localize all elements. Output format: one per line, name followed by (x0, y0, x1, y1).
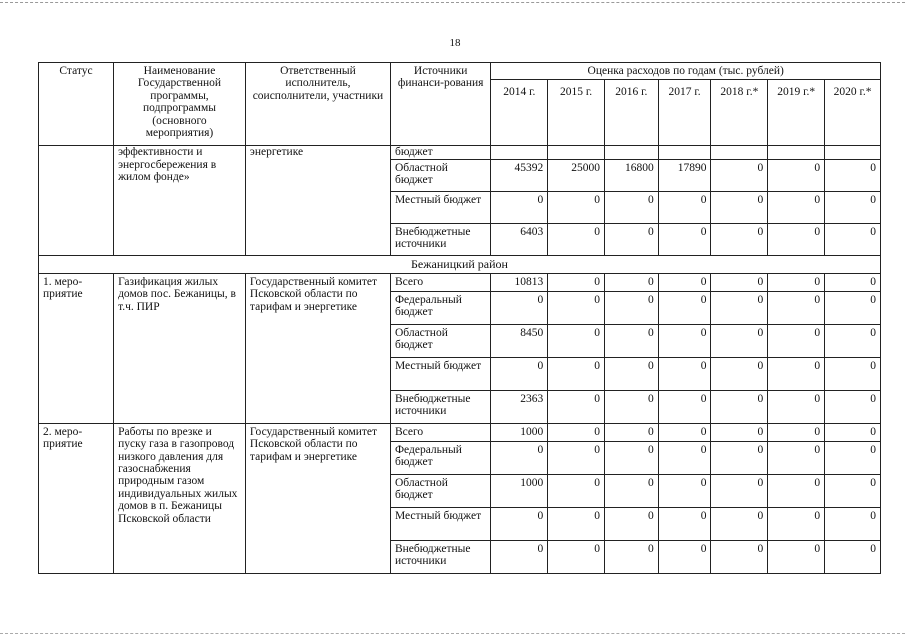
value-cell: 0 (491, 507, 548, 540)
value-cell (548, 146, 605, 159)
value-cell: 0 (711, 159, 768, 191)
header-year-2014: 2014 г. (491, 80, 548, 146)
value-cell: 0 (711, 223, 768, 255)
value-cell: 0 (491, 357, 548, 390)
value-cell: 0 (548, 273, 605, 291)
source-cell: Внебюджетные источники (390, 540, 490, 573)
header-status: Статус (39, 63, 114, 146)
value-cell: 0 (825, 159, 881, 191)
measure-name-cell: Работы по врезке и пуску газа в газопровод низкого давления для газоснабжения природным газом индивидуальных жилых домов в п. Бежаницы Псковской области (114, 423, 246, 573)
bottom-scan-edge (0, 633, 905, 634)
program-name-cell: эффективности и энергосбережения в жилом фонде» (114, 146, 246, 255)
value-cell: 0 (604, 191, 658, 223)
value-cell: 0 (604, 507, 658, 540)
value-cell: 0 (604, 273, 658, 291)
value-cell: 0 (604, 223, 658, 255)
value-cell (658, 146, 711, 159)
measure-name-cell: Газификация жилых домов пос. Бежаницы, в т.ч. ПИР (114, 273, 246, 423)
source-cell: Внебюджетные источники (390, 223, 490, 255)
header-year-2020: 2020 г.* (825, 80, 881, 146)
source-cell: Всего (390, 423, 490, 441)
value-cell: 0 (825, 423, 881, 441)
value-cell: 0 (711, 324, 768, 357)
value-cell: 0 (825, 540, 881, 573)
value-cell: 0 (768, 423, 825, 441)
value-cell: 0 (548, 291, 605, 324)
value-cell: 0 (658, 273, 711, 291)
value-cell: 0 (825, 191, 881, 223)
source-cell: Всего (390, 273, 490, 291)
source-cell: Федеральный бюджет (390, 441, 490, 474)
value-cell: 0 (548, 474, 605, 507)
value-cell: 0 (604, 291, 658, 324)
value-cell: 0 (825, 474, 881, 507)
value-cell: 0 (768, 291, 825, 324)
value-cell: 0 (768, 191, 825, 223)
value-cell: 10813 (491, 273, 548, 291)
value-cell: 0 (604, 474, 658, 507)
source-cell: Местный бюджет (390, 507, 490, 540)
value-cell: 0 (825, 507, 881, 540)
value-cell: 0 (825, 291, 881, 324)
value-cell: 0 (711, 507, 768, 540)
value-cell: 0 (548, 423, 605, 441)
executor-cell: Государственный комитет Псковской области по тарифам и энергетике (245, 423, 390, 573)
header-year-2019: 2019 г.* (768, 80, 825, 146)
value-cell: 0 (711, 273, 768, 291)
value-cell: 0 (711, 291, 768, 324)
value-cell: 0 (768, 357, 825, 390)
value-cell: 0 (548, 441, 605, 474)
value-cell: 0 (711, 191, 768, 223)
value-cell: 0 (825, 324, 881, 357)
value-cell: 0 (491, 291, 548, 324)
value-cell: 0 (658, 474, 711, 507)
value-cell: 0 (711, 390, 768, 423)
value-cell: 0 (825, 223, 881, 255)
value-cell: 0 (768, 540, 825, 573)
value-cell (768, 146, 825, 159)
top-scan-edge (0, 2, 905, 3)
value-cell: 0 (604, 423, 658, 441)
value-cell: 0 (658, 423, 711, 441)
header-year-2016: 2016 г. (604, 80, 658, 146)
budget-table (38, 62, 881, 574)
header-year-2017: 2017 г. (658, 80, 711, 146)
value-cell: 0 (604, 357, 658, 390)
status-cell: 1. меро-приятие (39, 273, 114, 423)
value-cell: 0 (658, 540, 711, 573)
value-cell: 0 (491, 441, 548, 474)
value-cell: 0 (711, 423, 768, 441)
value-cell: 0 (604, 441, 658, 474)
value-cell (604, 146, 658, 159)
source-cell: Внебюджетные источники (390, 390, 490, 423)
value-cell: 0 (658, 324, 711, 357)
executor-cell: Государственный комитет Псковской области по тарифам и энергетике (245, 273, 390, 423)
value-cell: 0 (768, 441, 825, 474)
value-cell: 16800 (604, 159, 658, 191)
value-cell (491, 146, 548, 159)
value-cell: 0 (604, 324, 658, 357)
value-cell: 0 (825, 441, 881, 474)
value-cell: 0 (768, 474, 825, 507)
header-year-2015: 2015 г. (548, 80, 605, 146)
value-cell: 0 (711, 441, 768, 474)
header-sources: Источники финанси-рования (390, 63, 490, 146)
value-cell: 0 (768, 324, 825, 357)
source-cell: Областной бюджет (390, 159, 490, 191)
value-cell: 0 (825, 357, 881, 390)
value-cell: 0 (658, 507, 711, 540)
value-cell: 17890 (658, 159, 711, 191)
value-cell: 0 (768, 390, 825, 423)
value-cell: 0 (548, 540, 605, 573)
header-row (39, 63, 881, 80)
value-cell: 0 (658, 357, 711, 390)
value-cell: 0 (548, 191, 605, 223)
value-cell: 0 (658, 441, 711, 474)
value-cell: 0 (658, 291, 711, 324)
value-cell: 1000 (491, 423, 548, 441)
value-cell: 0 (548, 357, 605, 390)
value-cell: 45392 (491, 159, 548, 191)
district-title: Бежаницкий район (39, 255, 881, 273)
value-cell: 1000 (491, 474, 548, 507)
status-cell: 2. меро-приятие (39, 423, 114, 573)
value-cell: 0 (825, 390, 881, 423)
value-cell: 0 (658, 223, 711, 255)
measure-row (39, 423, 881, 441)
value-cell: 2363 (491, 390, 548, 423)
header-name: Наименование Государственной программы, подпрограммы (основного мероприятия) (114, 63, 246, 146)
value-cell: 0 (711, 357, 768, 390)
source-cell: Областной бюджет (390, 324, 490, 357)
value-cell: 0 (768, 507, 825, 540)
district-row (39, 255, 881, 273)
value-cell: 0 (604, 540, 658, 573)
value-cell: 0 (548, 223, 605, 255)
value-cell (825, 146, 881, 159)
value-cell: 0 (548, 507, 605, 540)
status-cell (39, 146, 114, 255)
source-cell: Областной бюджет (390, 474, 490, 507)
value-cell: 6403 (491, 223, 548, 255)
value-cell: 0 (658, 390, 711, 423)
header-year-2018: 2018 г.* (711, 80, 768, 146)
value-cell: 0 (548, 324, 605, 357)
value-cell: 0 (768, 223, 825, 255)
value-cell: 0 (711, 474, 768, 507)
source-cell: бюджет (390, 146, 490, 159)
value-cell: 0 (491, 191, 548, 223)
measure-row (39, 273, 881, 291)
header-executor: Ответственный исполнитель, соисполнители, участники (245, 63, 390, 146)
value-cell: 8450 (491, 324, 548, 357)
source-cell: Федеральный бюджет (390, 291, 490, 324)
value-cell: 0 (604, 390, 658, 423)
value-cell: 0 (548, 390, 605, 423)
page-number: 18 (449, 37, 461, 49)
executor-cell: энергетике (245, 146, 390, 255)
value-cell: 0 (825, 273, 881, 291)
source-cell: Местный бюджет (390, 191, 490, 223)
value-cell (711, 146, 768, 159)
source-cell: Местный бюджет (390, 357, 490, 390)
header-costs-group: Оценка расходов по годам (тыс. рублей) (491, 63, 881, 80)
value-cell: 0 (768, 273, 825, 291)
value-cell: 0 (658, 191, 711, 223)
continued-row (39, 146, 881, 159)
value-cell: 0 (711, 540, 768, 573)
value-cell: 25000 (548, 159, 605, 191)
value-cell: 0 (491, 540, 548, 573)
value-cell: 0 (768, 159, 825, 191)
